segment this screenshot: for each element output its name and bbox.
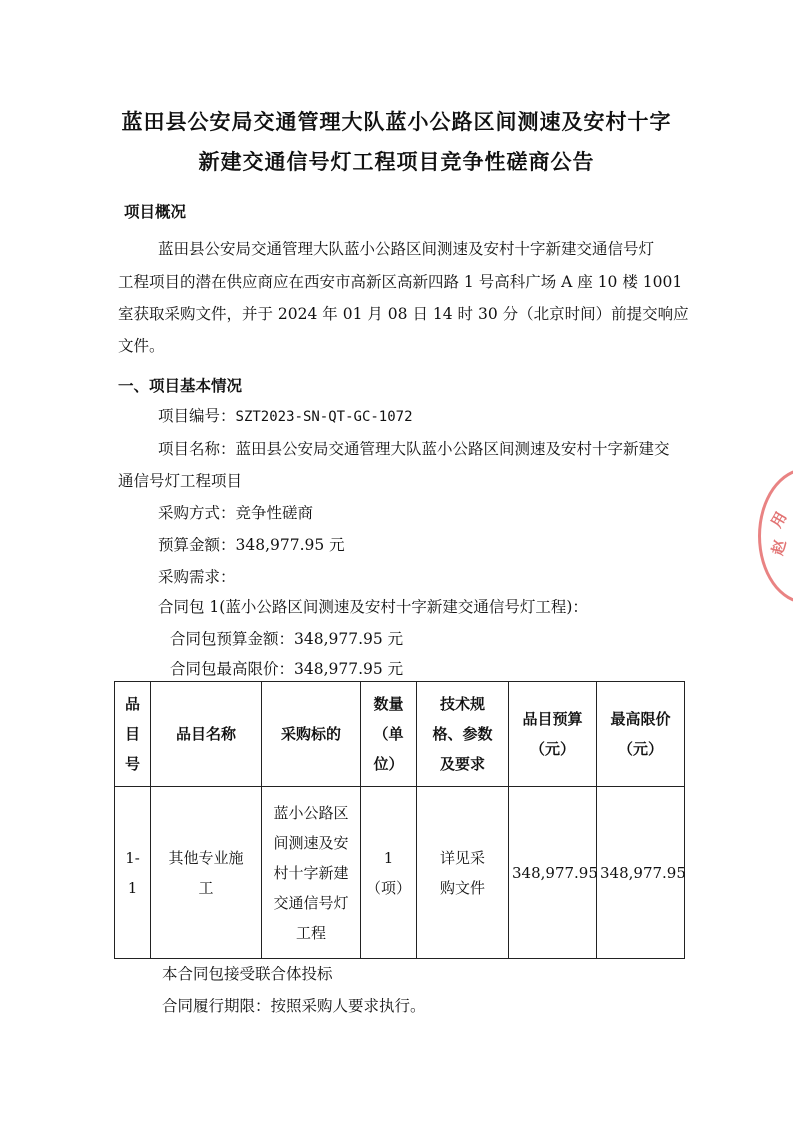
overview-heading: 项目概况 — [124, 202, 187, 221]
cell-quantity: 1 （项） — [361, 787, 417, 959]
header-tech-spec: 技术规 格、参数 及要求 — [417, 682, 509, 787]
header-procurement-target: 采购标的 — [262, 682, 361, 787]
cell-procurement-target: 蓝小公路区 间测速及安 村十字新建 交通信号灯 工程 — [262, 787, 361, 959]
cell-tech-spec: 详见采 购文件 — [417, 787, 509, 959]
contract-period: 合同履行期限：按照采购人要求执行。 — [162, 997, 426, 1015]
package-max-price: 合同包最高限价：348,977.95 元 — [170, 660, 404, 678]
header-item-name: 品目名称 — [151, 682, 262, 787]
section-basic-info-heading: 一、项目基本情况 — [118, 376, 243, 395]
header-item-budget: 品目预算 （元） — [509, 682, 597, 787]
table-row — [115, 787, 685, 959]
table-header-row — [115, 682, 685, 787]
overview-paragraph-line-4: 文件。 — [118, 337, 165, 355]
official-seal — [758, 468, 793, 604]
header-max-price: 最高限价 （元） — [597, 682, 685, 787]
items-table — [114, 681, 685, 959]
joint-bid-note: 本合同包接受联合体投标 — [162, 965, 333, 983]
cell-item-budget: 348,977.95 — [509, 787, 597, 959]
procurement-method: 采购方式：竞争性磋商 — [158, 504, 314, 522]
contract-package: 合同包 1(蓝小公路区间测速及安村十字新建交通信号灯工程)： — [158, 598, 588, 616]
project-name-line-1: 项目名称：蓝田县公安局交通管理大队蓝小公路区间测速及安村十字新建交 — [158, 440, 670, 458]
budget-amount: 预算金额：348,977.95 元 — [158, 536, 345, 554]
document-title-line-2: 新建交通信号灯工程项目竞争性磋商公告 — [198, 149, 595, 174]
overview-paragraph-line-3: 室获取采购文件，并于 2024 年 01 月 08 日 14 时 30 分（北京时间）前提交响应 — [118, 305, 689, 323]
cell-item-name: 其他专业施 工 — [151, 787, 262, 959]
seal-char-2: 赵 — [768, 538, 790, 558]
header-quantity: 数量 （单 位） — [361, 682, 417, 787]
project-number-label: 项目编号： — [158, 407, 236, 425]
project-number-line — [158, 404, 413, 426]
project-number-value: SZT2023-SN-QT-GC-1072 — [235, 409, 413, 425]
cell-max-price: 348,977.95 — [597, 787, 685, 959]
package-budget: 合同包预算金额：348,977.95 元 — [170, 630, 404, 648]
procurement-demand: 采购需求： — [158, 568, 236, 586]
project-name-line-2: 通信号灯工程项目 — [118, 472, 243, 490]
overview-paragraph-line-2: 工程项目的潜在供应商应在西安市高新区高新四路 1 号高科广场 A 座 10 楼 1001 — [118, 273, 683, 291]
document-title-line-1: 蓝田县公安局交通管理大队蓝小公路区间测速及安村十字 — [121, 109, 672, 134]
cell-item-no: 1- 1 — [115, 787, 151, 959]
header-item-no: 品 目 号 — [115, 682, 151, 787]
overview-paragraph-line-1: 蓝田县公安局交通管理大队蓝小公路区间测速及安村十字新建交通信号灯 — [158, 240, 655, 258]
seal-char-1: 用 — [767, 508, 791, 531]
